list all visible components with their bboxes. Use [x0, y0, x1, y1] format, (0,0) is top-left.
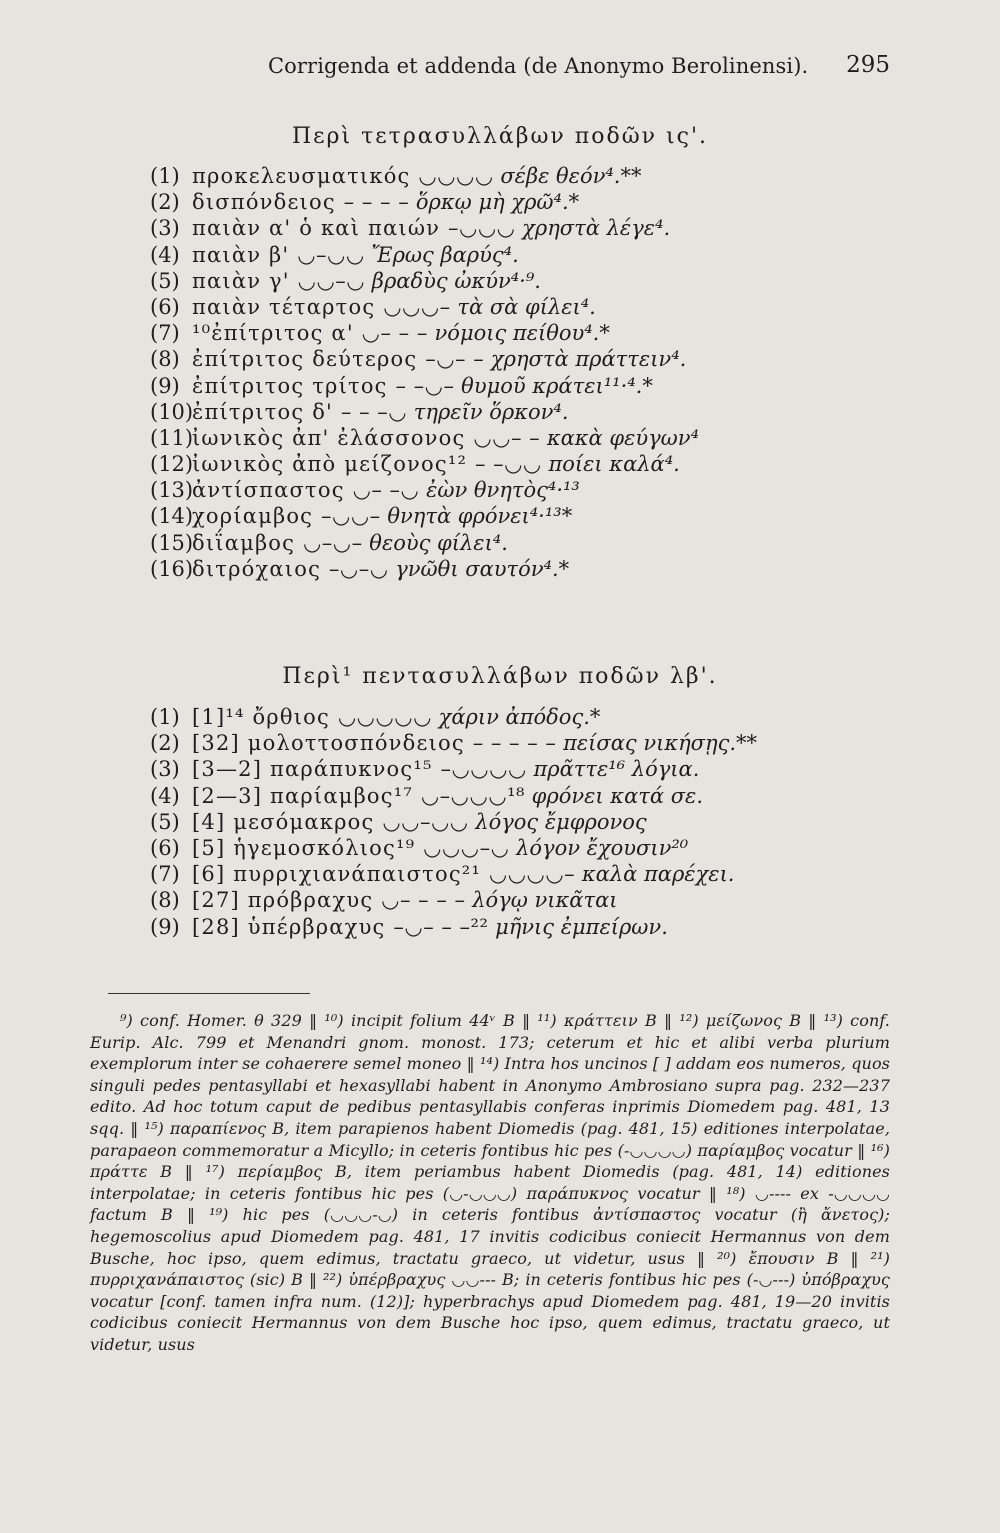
foot-name: χορίαμβος [192, 504, 321, 529]
example-phrase: πείσας νικήσῃς.** [556, 731, 758, 756]
entry-number: (8) [150, 347, 180, 372]
entry-number: (11) [150, 425, 194, 450]
foot-name: ¹⁰ἐπίτριτος α' [192, 321, 362, 346]
example-phrase: χρηστὰ λέγε⁴. [515, 216, 671, 241]
foot-entry [150, 783, 910, 809]
metrical-scheme: – – – – – [472, 731, 557, 756]
example-phrase: κακὰ φεύγων⁴ [540, 425, 699, 450]
example-phrase: νόμοις πείθου⁴.* [427, 321, 610, 346]
example-phrase: θεοὺς φίλει⁴. [362, 530, 508, 555]
foot-entry [150, 189, 910, 215]
foot-name: [28] ὑπέρβραχυς [192, 914, 394, 939]
entry-number: (8) [150, 888, 180, 913]
foot-entry [150, 835, 910, 861]
entry-number: (2) [150, 731, 180, 756]
foot-entry [150, 399, 910, 425]
foot-entry [150, 215, 910, 241]
foot-name: [6] πυρριχιανάπαιστος²¹ [192, 862, 489, 887]
example-phrase: σέβε θεόν⁴.** [493, 164, 642, 188]
example-phrase: βραδὺς ὠκύν⁴·⁹. [365, 268, 541, 293]
entry-number: (4) [150, 783, 180, 808]
entry-number: (14) [150, 504, 194, 529]
foot-entry [150, 425, 910, 451]
foot-name: ἀντίσπαστος [192, 478, 353, 503]
foot-entry [150, 809, 910, 835]
metrical-scheme: ◡◡◡◡– [488, 862, 576, 887]
metrical-scheme: ◡◡–◡ [297, 268, 366, 293]
foot-name: [32] μολοττοσπόνδειος [192, 731, 473, 756]
metrical-scheme: – –◡– [395, 373, 455, 398]
example-phrase: τὰ σὰ φίλει⁴. [450, 294, 596, 319]
foot-entry [150, 704, 910, 730]
entry-number: (1) [150, 705, 180, 729]
foot-name: παιὰν α' ὁ καὶ παιών [192, 216, 448, 241]
metrical-scheme: ◡–◡◡◡¹⁸ [420, 783, 525, 808]
example-phrase: φρόνει κατά σε. [524, 783, 704, 808]
foot-name: ἐπίτριτος δεύτερος [192, 347, 426, 372]
footnotes: ⁹) conf. Homer. θ 329 ‖ ¹⁰) incipit folium 44ᵛ B ‖ ¹¹) κράττειν B ‖ ¹²) μείζωνος B ‖ ¹³) conf. Eurip. Alc. 799 et Menandri gnom. monost. 173; ceterum et hic et alibi verba plurium exemplorum inter se cohaerere semel moneo ‖ ¹⁴) Intra hos uncinos [ ] addam eos numeros, quos singuli pedes pentasyllabi et hexasyllabi habent in Anonymo Ambrosiano supra pag. 232—237 edito. Ad hoc totum caput de pedibus pentasyllabis conferas inprimis Diomedem pag. 481, 13 sqq. ‖ ¹⁵) παραπίενος B, item parapienos habent Diomedis (pag. 481, 15) editiones interpolatae, parapaeon commemoratur a Micyllo; in ceteris fontibus hic pes (-◡◡◡◡) παρίαμβος vocatur ‖ ¹⁶) πράττε B ‖ ¹⁷) περίαμβος B, item periambus habent Diomedis (pag. 481, 14) editiones interpolatae; in ceteris fontibus hic pes (◡-◡◡◡) παράπυκνος vocatur ‖ ¹⁸) ◡---- ex -◡◡◡◡ factum B ‖ ¹⁹) hic pes (◡◡◡-◡) in ceteris fontibus ἀντίσπαστος vocatur (ἢ ἄνετος); hegemoscolius apud Diomedem pag. 481, 17 invitis codicibus coniecit Hermannus von dem Busche, hoc ipso, quem edimus, tractatu graeco, ut videtur, usus ‖ ²⁰) ἔπουσιν B ‖ ²¹) πυρριχανάπαιστος (sic) B ‖ ²²) ὑπέρβραχυς ◡◡--- B; in ceteris fontibus hic pes (-◡---) ὑπόβραχυς vocatur [conf. tamen infra num. (12)]; hyperbrachys apud Diomedem pag. 481, 19—20 invitis codicibus coniecit Hermannus von dem Busche hoc ipso, quem edimus, tractatu graeco, ut videtur, usus [90, 1011, 890, 1354]
foot-entry [150, 730, 910, 756]
metrical-scheme: – – – – [343, 190, 410, 215]
entry-number: (1) [150, 164, 180, 188]
entry-number: (7) [150, 862, 180, 887]
foot-entry [150, 242, 910, 268]
foot-entry [150, 451, 910, 477]
metrical-scheme: ◡–◡– [302, 530, 363, 555]
entry-number: (4) [150, 242, 180, 267]
foot-name: [27] πρόβραχυς [192, 888, 382, 913]
foot-name: ἐπίτριτος δ' [192, 399, 341, 424]
entry-number: (3) [150, 216, 180, 241]
foot-name: δισπόνδειος [192, 190, 344, 215]
foot-entry [150, 268, 910, 294]
entry-number: (3) [150, 757, 180, 782]
metrical-scheme: – –◡◡ [474, 452, 542, 477]
foot-entry [150, 346, 910, 372]
page-header [150, 50, 890, 90]
entry-number: (13) [150, 478, 194, 503]
foot-name: [2—3] παρίαμβος¹⁷ [192, 783, 421, 808]
entry-number: (15) [150, 530, 194, 555]
metrical-scheme: ◡◡– – [473, 425, 541, 450]
metrical-scheme: –◡◡◡◡ [440, 757, 527, 782]
metrical-scheme: –◡–◡ [328, 556, 389, 581]
metrical-scheme: ◡– –◡ [352, 478, 420, 503]
example-phrase: καλὰ παρέχει. [575, 862, 735, 887]
metrical-scheme: ◡◡–◡◡ [382, 809, 469, 834]
metrical-scheme: ◡– – – – [381, 888, 466, 913]
foot-entry [150, 556, 910, 582]
foot-entry [150, 914, 910, 940]
foot-entry [150, 294, 910, 320]
entry-number: (7) [150, 321, 180, 346]
example-phrase: ποίει καλά⁴. [541, 452, 680, 477]
foot-entry [150, 373, 910, 399]
foot-entry [150, 530, 910, 556]
metrical-scheme: ◡◡◡◡◡ [337, 705, 432, 729]
example-phrase: μῆνις ἐμπείρων. [488, 914, 668, 939]
foot-entry [150, 756, 910, 782]
entry-number: (10) [150, 399, 194, 424]
metrical-scheme: –◡◡◡ [448, 216, 516, 241]
foot-entry [150, 861, 910, 887]
example-phrase: λόγος ἔμφρονος [468, 809, 647, 834]
example-phrase: τηρεῖν ὅρκον⁴. [407, 399, 569, 424]
example-phrase: θυμοῦ κράτει¹¹·⁴.* [454, 373, 653, 398]
foot-entry [150, 503, 910, 529]
metrical-scheme: ◡◡◡–◡ [423, 835, 510, 860]
foot-entry [150, 163, 910, 189]
example-phrase: Ἔρως βαρύς⁴. [364, 242, 519, 267]
entry-number: (6) [150, 294, 180, 319]
section-title-pentasyllabic: Περὶ¹ πεντασυλλάβων ποδῶν λβ'. [282, 664, 718, 689]
example-phrase: ἐὼν θνητὸς⁴·¹³ [419, 478, 580, 503]
section-title-tetrasyllabic: Περὶ τετρασυλλάβων ποδῶν ις'. [291, 124, 709, 149]
foot-name: ἐπίτριτος τρίτος [192, 373, 396, 398]
entry-number: (5) [150, 809, 180, 834]
foot-name: ἰωνικὸς ἀπ' ἐλάσσονος [192, 425, 474, 450]
entry-number: (2) [150, 190, 180, 215]
running-title: Corrigenda et addenda (de Anonymo Berolinensi). [268, 54, 809, 78]
foot-name: διτρόχαιος [192, 556, 329, 581]
foot-entry [150, 477, 910, 503]
entry-number: (12) [150, 452, 194, 477]
foot-name: ἰωνικὸς ἀπὸ μείζονος¹² [192, 452, 475, 477]
foot-name: προκελευσματικός [192, 164, 419, 188]
example-phrase: ὅρκῳ μὴ χρῶ⁴.* [409, 190, 580, 215]
metrical-scheme: – – –◡ [340, 399, 408, 424]
pentasyllabic-feet-list [150, 704, 910, 940]
footnote-rule [108, 993, 310, 994]
foot-name: παιὰν β' [192, 242, 298, 267]
example-phrase: λόγῳ νικᾶται [465, 888, 618, 913]
foot-entry [150, 887, 910, 913]
example-phrase: πρᾶττε¹⁶ λόγια. [526, 757, 700, 782]
foot-name: παιὰν γ' [192, 268, 298, 293]
tetrasyllabic-feet-list [150, 163, 910, 582]
metrical-scheme: ◡– – – [361, 321, 428, 346]
example-phrase: γνῶθι σαυτόν⁴.* [388, 556, 570, 581]
foot-name: [3—2] παράπυκνος¹⁵ [192, 757, 441, 782]
metrical-scheme: ◡◡◡– [383, 294, 451, 319]
entry-number: (9) [150, 914, 180, 939]
foot-name: [5] ἡγεμοσκόλιος¹⁹ [192, 835, 424, 860]
example-phrase: λόγον ἔχουσιν²⁰ [509, 835, 689, 860]
entry-number: (5) [150, 268, 180, 293]
entry-number: (6) [150, 835, 180, 860]
foot-name: διΐαμβος [192, 530, 303, 555]
foot-name: [4] μεσόμακρος [192, 809, 383, 834]
example-phrase: θνητὰ φρόνει⁴·¹³* [380, 504, 573, 529]
foot-name: [1]¹⁴ ὄρθιος [192, 705, 338, 729]
example-phrase: χάριν ἀπόδος.* [431, 705, 601, 729]
foot-entry [150, 320, 910, 346]
metrical-scheme: –◡– – [425, 347, 485, 372]
foot-name: παιὰν τέταρτος [192, 294, 384, 319]
entry-number: (9) [150, 373, 180, 398]
example-phrase: χρηστὰ πράττειν⁴. [484, 347, 687, 372]
entry-number: (16) [150, 556, 194, 581]
metrical-scheme: ◡◡◡◡ [418, 164, 494, 188]
metrical-scheme: ◡–◡◡ [297, 242, 365, 267]
metrical-scheme: –◡– – –²² [393, 914, 489, 939]
metrical-scheme: –◡◡– [321, 504, 381, 529]
page-number: 295 [846, 52, 890, 78]
